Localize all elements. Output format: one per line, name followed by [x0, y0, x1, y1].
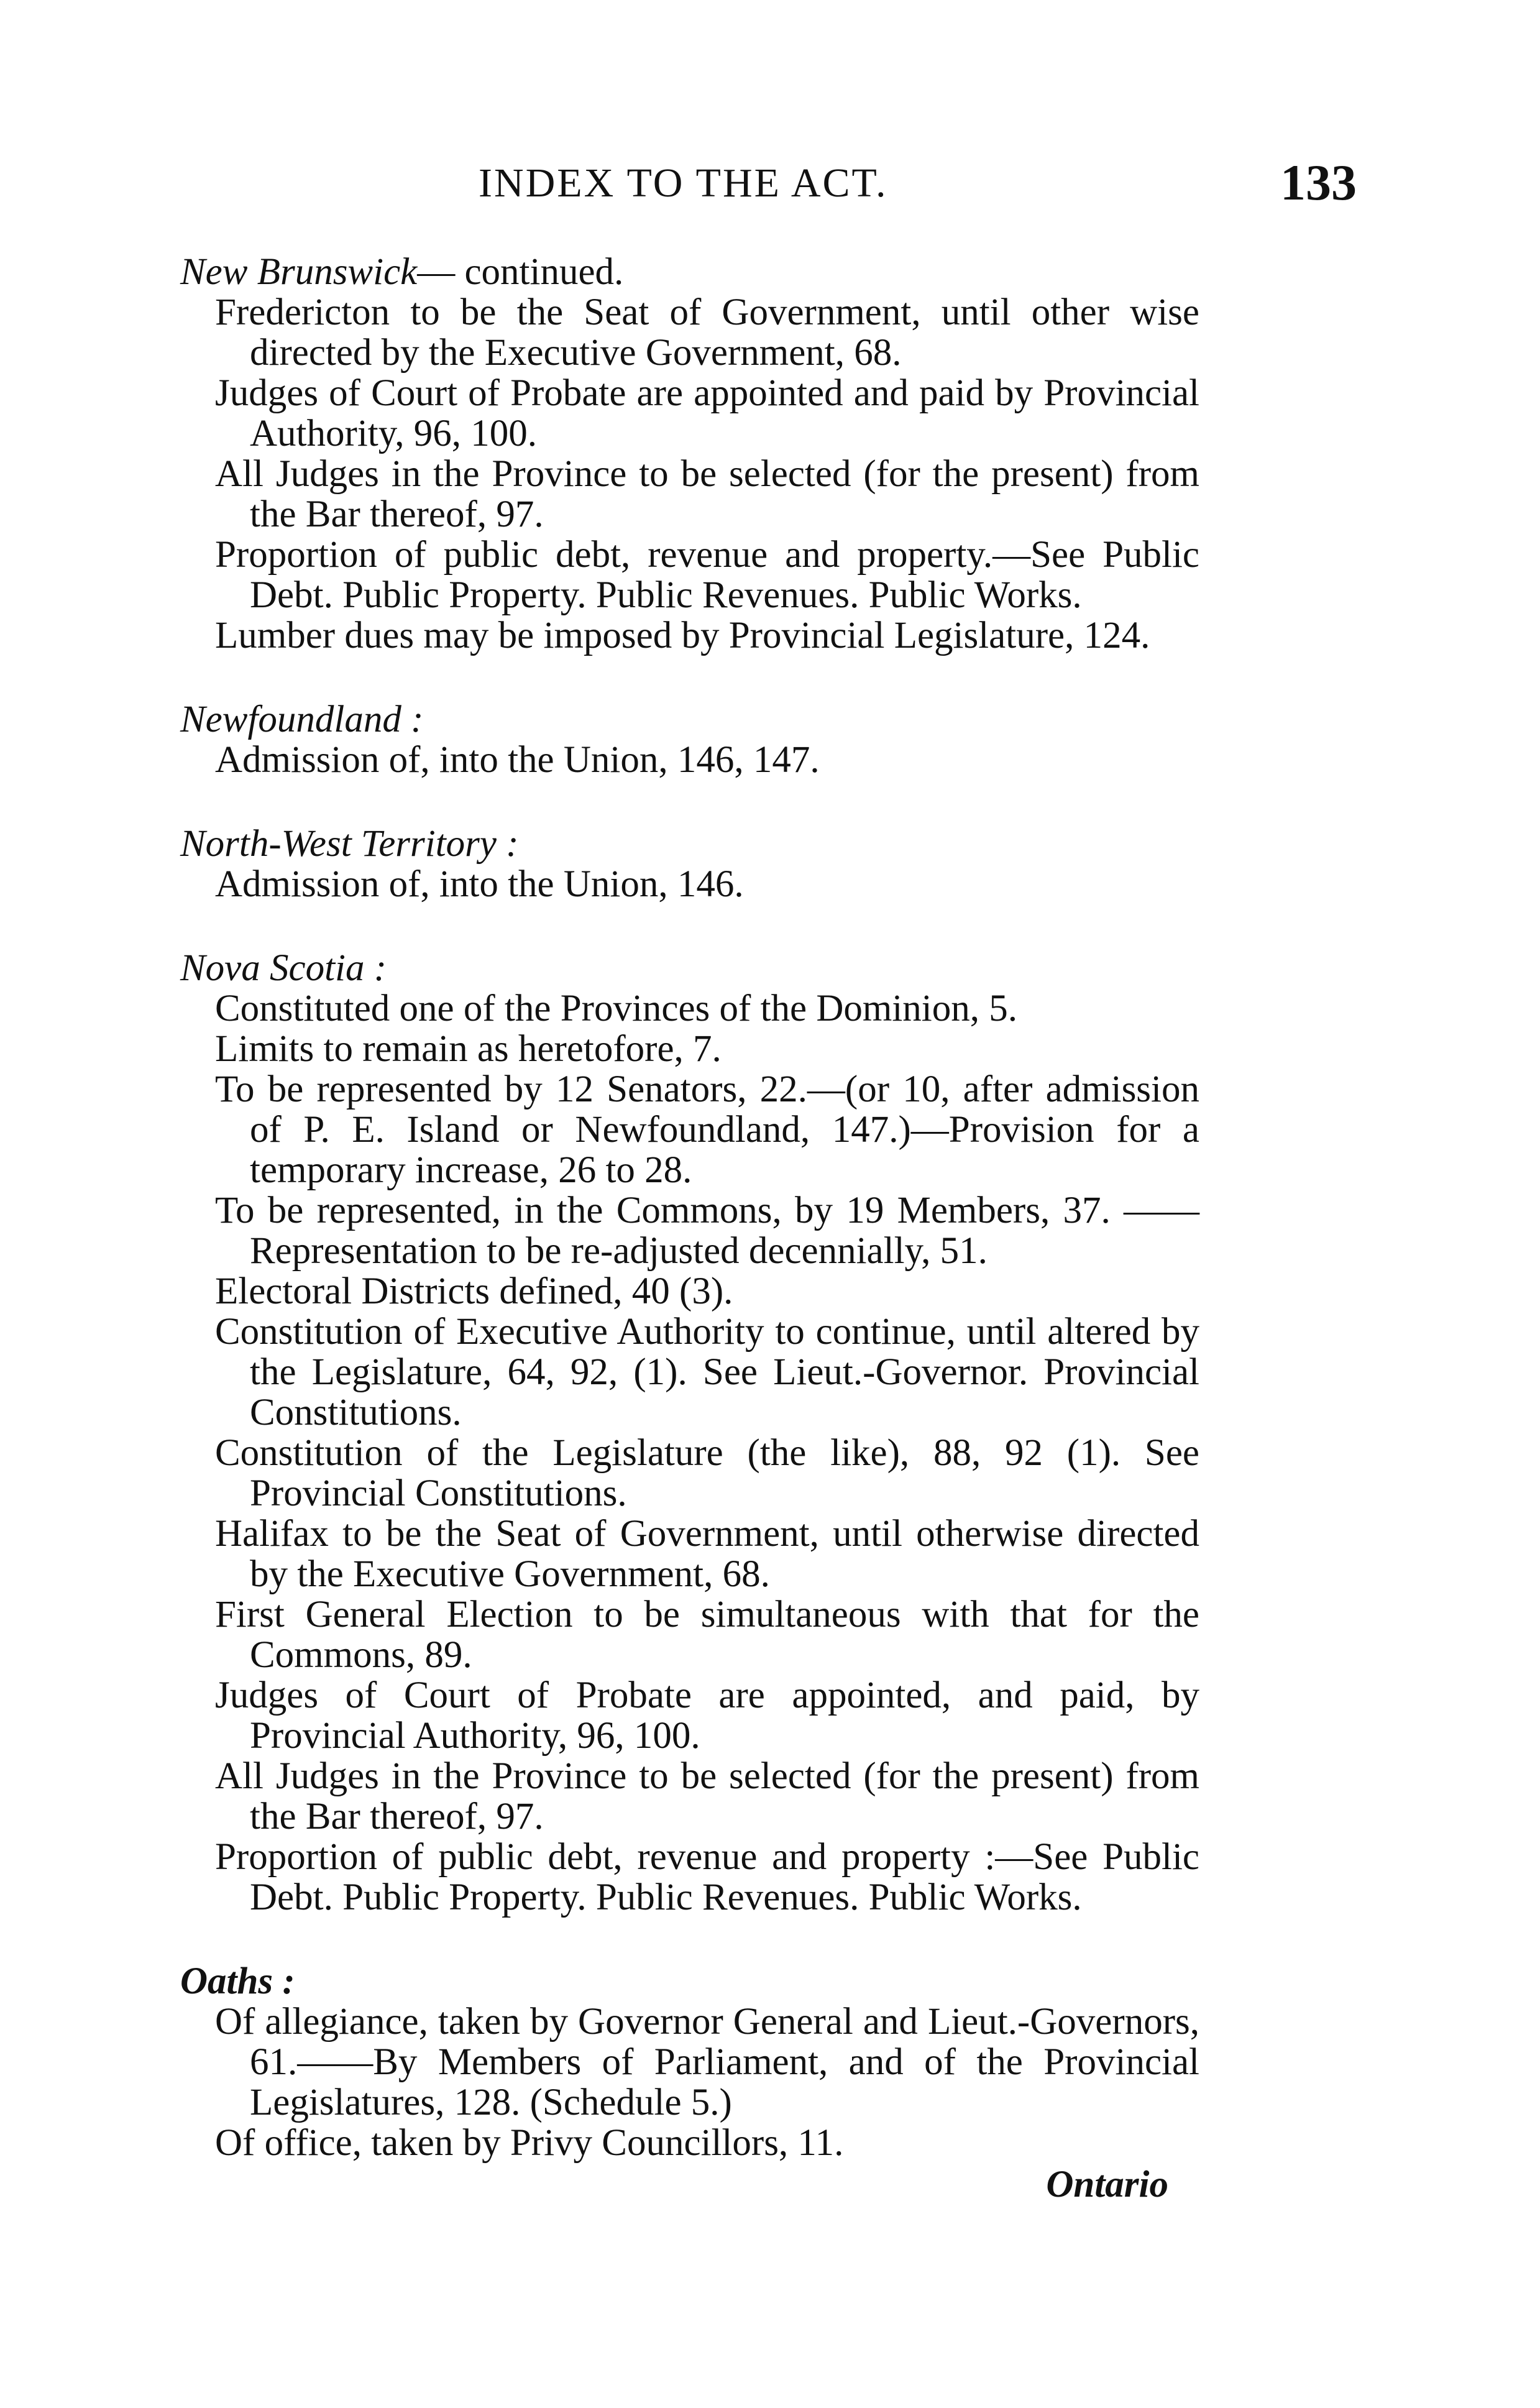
index-entry: Judges of Court of Probate are appointed and paid by Provincial Authority, 96, 100.: [215, 372, 1199, 454]
index-content: [180, 252, 1199, 2205]
index-entry: Proportion of public debt, revenue and property.—See Public Debt. Public Property. Public Revenues. Public Works.: [215, 534, 1199, 616]
index-entry: Fredericton to be the Seat of Government, until other wise directed by the Executive Government, 68.: [215, 292, 1199, 374]
section-heading: Nova Scotia :: [180, 947, 387, 989]
index-section-nova-scotia: [180, 948, 1199, 1918]
section-heading: [180, 252, 1199, 292]
catchword: Ontario: [1046, 2164, 1168, 2205]
index-entry: Admission of, into the Union, 146, 147.: [215, 739, 820, 781]
index-entry: All Judges in the Province to be selected (for the present) from the Bar thereof, 97.: [215, 453, 1199, 535]
index-entry: Lumber dues may be imposed by Provincial Legislature, 124.: [215, 615, 1150, 656]
index-entry: Constitution of the Legislature (the like), 88, 92 (1). See Provincial Constitutions.: [215, 1432, 1199, 1514]
running-head-title: INDEX TO THE ACT.: [479, 160, 888, 206]
index-entry: First General Election to be simultaneous with that for the Commons, 89.: [215, 1594, 1199, 1676]
index-entry: Electoral Districts defined, 40 (3).: [215, 1271, 733, 1312]
index-entry: To be represented by 12 Senators, 22.—(or 10, after admission of P. E. Island or Newfoundland, 147.)—Provision for a temporary increase, 26 to 28.: [215, 1068, 1199, 1191]
section-heading: North-West Territory :: [180, 823, 519, 865]
running-head: [0, 154, 1540, 211]
index-entry: To be represented, in the Commons, by 19 Members, 37. ——Representation to be re-adjusted decennially, 51.: [215, 1190, 1199, 1272]
index-entry: Judges of Court of Probate are appointed, and paid, by Provincial Authority, 96, 100.: [215, 1675, 1199, 1757]
index-entry: Admission of, into the Union, 146.: [215, 863, 744, 905]
index-entry: Constitution of Executive Authority to continue, until altered by the Legislature, 64, 92, (1). See Lieut.-Governor. Provincial Constitutions.: [215, 1311, 1199, 1433]
index-section-oaths: [180, 1961, 1199, 2163]
section-heading: Oaths :: [180, 1960, 295, 2002]
section-heading-suffix: — continued.: [417, 251, 624, 293]
page-number: 133: [1280, 154, 1357, 211]
section-heading: Newfoundland :: [180, 699, 424, 740]
index-entry: Constituted one of the Provinces of the Dominion, 5.: [215, 988, 1018, 1029]
index-entry: All Judges in the Province to be selected (for the present) from the Bar thereof, 97.: [215, 1755, 1199, 1837]
index-entry: Of allegiance, taken by Governor General and Lieut.-Governors, 61.——By Members of Parliament, and of the Provincial Legislatures, 128. (Schedule 5.): [215, 2001, 1199, 2123]
index-section-newfoundland: [180, 699, 1199, 780]
index-section-new-brunswick: [180, 252, 1199, 656]
index-entry: Limits to remain as heretofore, 7.: [215, 1028, 722, 1070]
section-heading-text: New Brunswick: [180, 251, 418, 293]
index-entry: Of office, taken by Privy Councillors, 11.: [215, 2122, 844, 2164]
index-entry: Proportion of public debt, revenue and property :—See Public Debt. Public Property. Public Revenues. Public Works.: [215, 1836, 1199, 1918]
index-section-north-west-territory: [180, 824, 1199, 904]
index-entry: Halifax to be the Seat of Government, until otherwise directed by the Executive Government, 68.: [215, 1513, 1199, 1595]
